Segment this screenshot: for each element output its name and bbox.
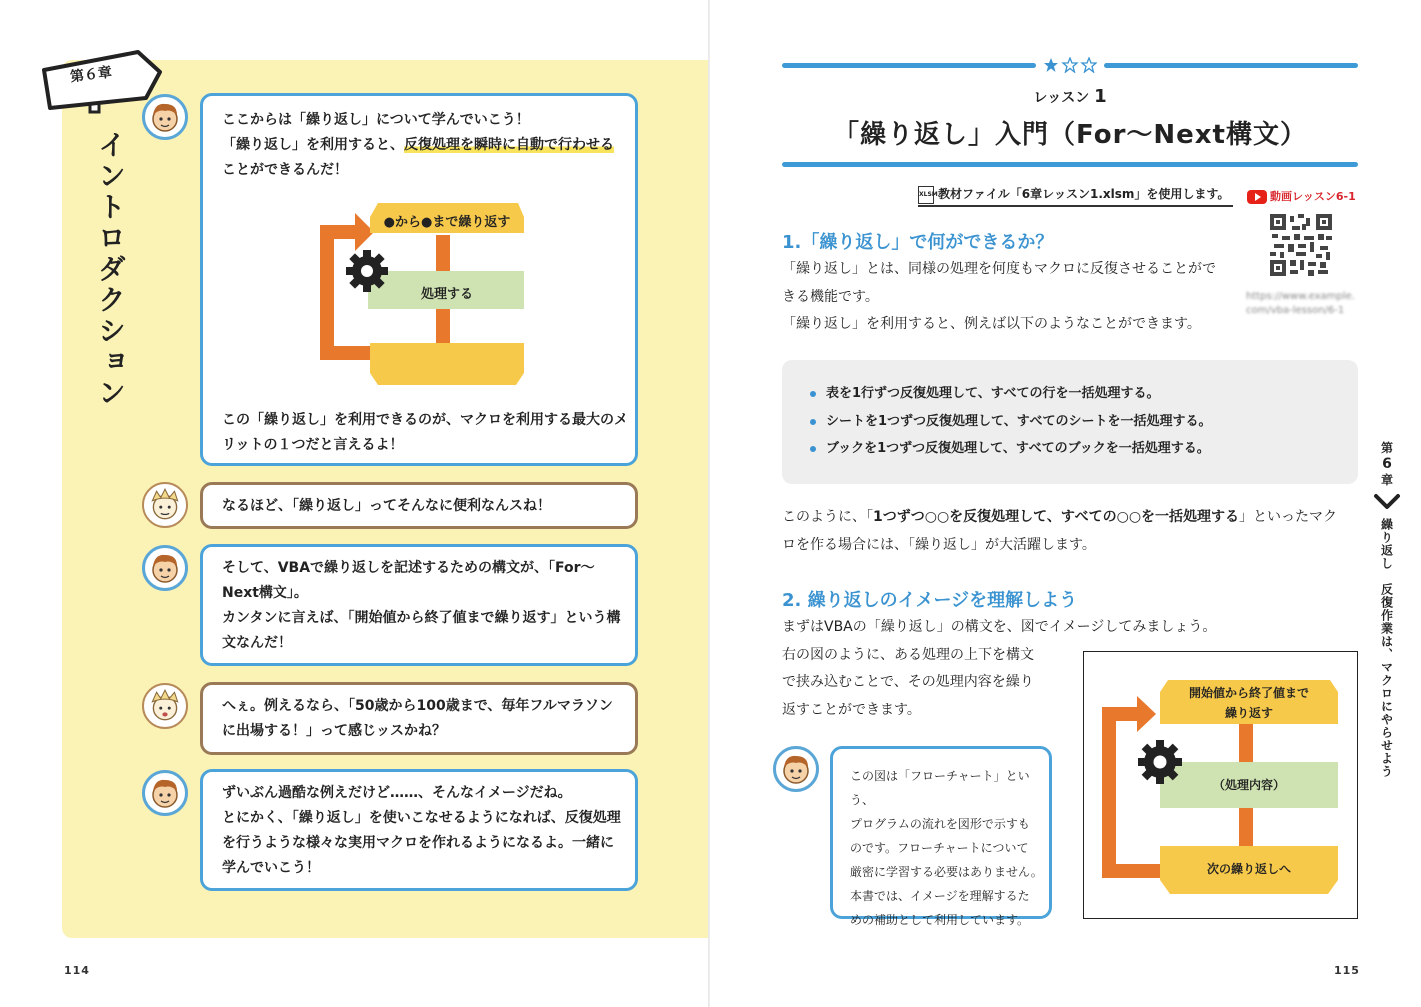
dialogue-line: を行うような様々な実用マクロを作れるようになるよ。一緒に [222, 835, 614, 851]
intro-title: イントロダクション [94, 130, 127, 409]
dialogue-line: 文なんだ！ [222, 635, 292, 651]
highlight-text: 反復処理を瞬時に自動で行わせる [404, 137, 614, 153]
summary-paragraph: このように、「1つずつ○○を反復処理して、すべての○○を一括処理する」といったマク ロを作る場合には、「繰り返し」が大活躍します。 [782, 509, 1338, 553]
flowchart-intro [310, 195, 540, 390]
section2-body: まずはVBAの「繰り返し」の構文を、図でイメージしてみましょう。 右の図のように、ある処理の上下を構文 で挟み込むことで、その処理内容を繰り 返すことができます。 [782, 619, 1217, 718]
flow-bottom-label: 次の繰り返しへ [1206, 862, 1291, 876]
flow-middle-label: （処理内容） [1212, 778, 1285, 792]
bullet-list [782, 360, 1358, 484]
lesson-label: レッスン 1 [1033, 86, 1107, 107]
dialogue-line: カンタンに言えば、「開始値から終了値まで繰り返す」という構 [222, 610, 621, 626]
lesson-title: 「繰り返し」入門（For～Next構文） [833, 120, 1307, 150]
teacher-face-icon [147, 775, 183, 811]
title-rule-left [782, 63, 1036, 68]
video-url[interactable]: https://www.example.com/vba-lesson/6-1 [1246, 291, 1355, 316]
speech-bubble [200, 544, 638, 666]
list-item: シートを1つずつ反復処理して、すべてのシートを一括処理する。 [808, 408, 1358, 436]
dialogue-line: 「繰り返し」を利用すると、反復処理を瞬時に自動で行わせる [222, 137, 614, 153]
video-link[interactable]: 動画レッスン6-1 [1247, 188, 1356, 204]
teacher-avatar [142, 770, 188, 816]
flow-middle-label: 処理する [420, 287, 473, 302]
student-avatar [142, 683, 188, 729]
dialogue-line: Next構文」。 [222, 585, 308, 601]
difficulty-stars-icon [1043, 57, 1097, 73]
teacher-face-icon [147, 99, 183, 135]
speech-bubble [200, 682, 638, 755]
dialogue-line: ここからは「繰り返し」について学んでいこう！ [222, 112, 530, 128]
chapter-label: 第６章 [69, 64, 113, 86]
speech-bubble [200, 482, 638, 529]
youtube-icon [1247, 190, 1267, 204]
dialogue-line: この「繰り返し」を利用できるのが、マクロを利用する最大のメ [222, 412, 628, 428]
dialogue-line: 学んでいこう！ [222, 860, 320, 876]
page-number: 115 [1334, 964, 1360, 977]
dialogue-line: リットの１つだと言えるよ！ [222, 437, 404, 453]
flowchart-diagram [1083, 651, 1358, 919]
flow-top-label: ●から●まで繰り返す [383, 215, 511, 230]
section1-body: 「繰り返し」とは、同様の処理を何度もマクロに反復させることがで きる機能です。 「繰り返し」を利用すると、例えば以下のようなことができます。 [782, 261, 1216, 332]
teacher-avatar [142, 94, 188, 140]
file-note: XLSM教材ファイル「6章レッスン1.xlsm」を使用します。 [918, 185, 1233, 207]
dialogue-line: ことができるんだ！ [222, 162, 348, 178]
title-rule-right [1104, 63, 1358, 68]
xlsm-file-icon: XLSM [918, 186, 934, 204]
note-bubble: この図は「フローチャート」という、 プログラムの流れを図形で示すも のです。フローチャートについて 厳密に学習する必要はありません。 本書では、イメージを理解するた めの補助として利用しています。 [830, 746, 1052, 919]
student-avatar [142, 482, 188, 528]
list-item: 表を1行ずつ反復処理して、すべての行を一括処理する。 [808, 380, 1358, 408]
chevron-down-icon [1372, 492, 1402, 512]
speech-bubble [200, 769, 638, 891]
side-tab-text: 繰り返し 反復作業は、マクロにやらせよう [1379, 518, 1394, 778]
qr-code-icon[interactable] [1270, 214, 1332, 276]
list-item: ブックを1つずつ反復処理して、すべてのブックを一括処理する。 [808, 435, 1358, 463]
lesson-number: 1 [1094, 86, 1107, 107]
left-page [0, 0, 710, 1007]
dialogue-line: に出場する！」って感じッスかね？ [222, 723, 446, 739]
student-face-icon [146, 687, 184, 725]
teacher-face-icon [778, 751, 814, 787]
summary-bold: 1つずつ○○を反復処理して、すべての○○を一括処理する [873, 509, 1240, 525]
chapter-side-tab: 第 6 章 繰り返し 反復作業は、マクロにやらせよう [1372, 440, 1402, 778]
teacher-avatar [142, 545, 188, 591]
section-heading-1: 1.「繰り返し」で何ができるか？ [782, 232, 1054, 253]
page-number: 114 [64, 964, 90, 977]
student-face-icon [146, 486, 184, 524]
dialogue-line: なるほど、「繰り返し」ってそんなに便利なんスね！ [222, 498, 551, 514]
title-rule-bottom [782, 162, 1358, 167]
teacher-face-icon [147, 550, 183, 586]
section-heading-2: 2. 繰り返しのイメージを理解しよう [782, 590, 1078, 611]
dialogue-line: とにかく、「繰り返し」を使いこなせるようになれば、反復処理 [222, 810, 621, 826]
teacher-avatar [773, 746, 819, 792]
flow-top-label: 開始値から終了値まで 繰り返す [1188, 686, 1309, 720]
dialogue-line: そして、VBAで繰り返しを記述するための構文が、「For～ [222, 560, 595, 576]
dialogue-line: へぇ。例えるなら、「50歳から100歳まで、毎年フルマラソン [222, 698, 613, 714]
dialogue-line: ずいぶん過酷な例えだけど……、そんなイメージだね。 [222, 785, 572, 801]
